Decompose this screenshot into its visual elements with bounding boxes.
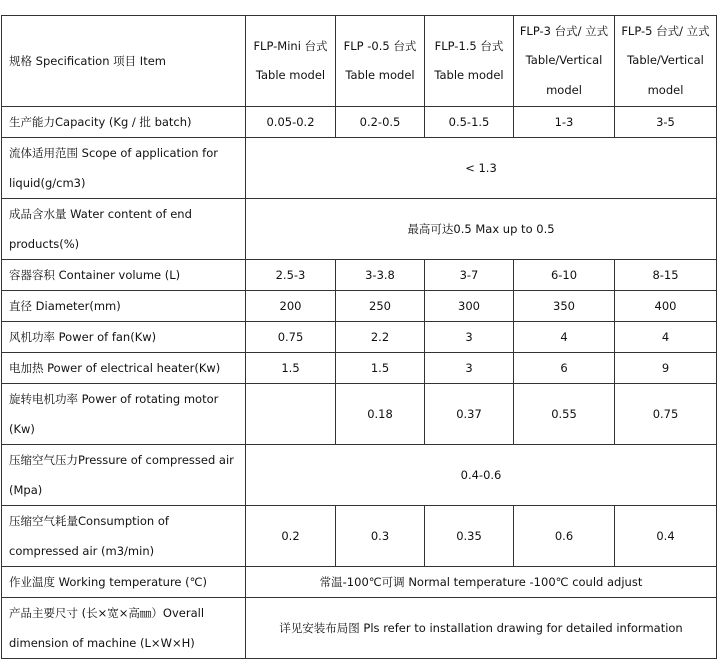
row-fan-power: [2, 322, 717, 353]
header-model-flp-0-5: FLP -0.5 台式Table model: [336, 16, 425, 107]
row-label: 压缩空气压力Pressure of compressed air (Mpa): [2, 445, 246, 506]
cell-value: 1.5: [246, 353, 336, 384]
header-model-flp-1-5: FLP-1.5 台式Table model: [425, 16, 514, 107]
cell-value: 3: [425, 322, 514, 353]
cell-value: 0.75: [615, 384, 717, 445]
specification-table: [1, 15, 717, 659]
cell-value: 200: [246, 291, 336, 322]
cell-value: 9: [615, 353, 717, 384]
cell-value: 3-7: [425, 260, 514, 291]
row-capacity: [2, 107, 717, 138]
cell-value: 4: [514, 322, 615, 353]
cell-value: 300: [425, 291, 514, 322]
row-label: 风机功率 Power of fan(Kw): [2, 322, 246, 353]
cell-value: 0.55: [514, 384, 615, 445]
row-label: 流体适用范围 Scope of application for liquid(g/cm3): [2, 138, 246, 199]
row-air-pressure: [2, 445, 717, 506]
row-label: 容器容积 Container volume (L): [2, 260, 246, 291]
row-container-volume: [2, 260, 717, 291]
cell-value: 0.18: [336, 384, 425, 445]
cell-value: 0.5-1.5: [425, 107, 514, 138]
row-air-consumption: [2, 506, 717, 567]
cell-value: 0.75: [246, 322, 336, 353]
row-heater-power: [2, 353, 717, 384]
cell-value: 250: [336, 291, 425, 322]
cell-value: 1.5: [336, 353, 425, 384]
cell-value: 350: [514, 291, 615, 322]
cell-value: 8-15: [615, 260, 717, 291]
cell-value: 0.3: [336, 506, 425, 567]
header-model-flp-5: FLP-5 台式/ 立式Table/Vertical model: [615, 16, 717, 107]
cell-value: 0.4: [615, 506, 717, 567]
header-model-flp-mini: FLP-Mini 台式Table model: [246, 16, 336, 107]
header-item-label: 规格 Specification 项目 Item: [2, 16, 246, 107]
row-label: 电加热 Power of electrical heater(Kw): [2, 353, 246, 384]
cell-value: 400: [615, 291, 717, 322]
row-label: 旋转电机功率 Power of rotating motor (Kw): [2, 384, 246, 445]
header-model-flp-3: FLP-3 台式/ 立式Table/Vertical model: [514, 16, 615, 107]
row-scope: [2, 138, 717, 199]
cell-value: 0.37: [425, 384, 514, 445]
row-label: 压缩空气耗量Consumption of compressed air (m3/min): [2, 506, 246, 567]
cell-value-merged: 最高可达0.5 Max up to 0.5: [246, 199, 717, 260]
cell-value: 0.35: [425, 506, 514, 567]
cell-value-merged: 0.4-0.6: [246, 445, 717, 506]
cell-value: 3-3.8: [336, 260, 425, 291]
cell-value: 3-5: [615, 107, 717, 138]
cell-value: 2.5-3: [246, 260, 336, 291]
cell-value-merged: 详见安装布局图 Pls refer to installation drawing for detailed information: [246, 598, 717, 659]
row-diameter: [2, 291, 717, 322]
cell-value: 4: [615, 322, 717, 353]
row-overall-dimension: [2, 598, 717, 659]
cell-value: 1-3: [514, 107, 615, 138]
row-label: 产品主要尺寸 (长×宽×高㎜）Overall dimension of machine (L×W×H): [2, 598, 246, 659]
cell-value: 0.05-0.2: [246, 107, 336, 138]
cell-value: 2.2: [336, 322, 425, 353]
cell-value: 6: [514, 353, 615, 384]
cell-value: 0.2-0.5: [336, 107, 425, 138]
row-motor-power: [2, 384, 717, 445]
row-label: 成品含水量 Water content of end products(%): [2, 199, 246, 260]
row-working-temperature: [2, 567, 717, 598]
cell-value-merged: 常温-100℃可调 Normal temperature -100℃ could adjust: [246, 567, 717, 598]
header-row: [2, 16, 717, 107]
row-label: 作业温度 Working temperature (℃): [2, 567, 246, 598]
row-water-content: [2, 199, 717, 260]
cell-value-empty: [246, 384, 336, 445]
cell-value: 3: [425, 353, 514, 384]
row-label: 直径 Diameter(mm): [2, 291, 246, 322]
cell-value: 0.6: [514, 506, 615, 567]
cell-value: 6-10: [514, 260, 615, 291]
cell-value: 0.2: [246, 506, 336, 567]
row-label: 生产能力Capacity (Kg / 批 batch): [2, 107, 246, 138]
cell-value-merged: < 1.3: [246, 138, 717, 199]
